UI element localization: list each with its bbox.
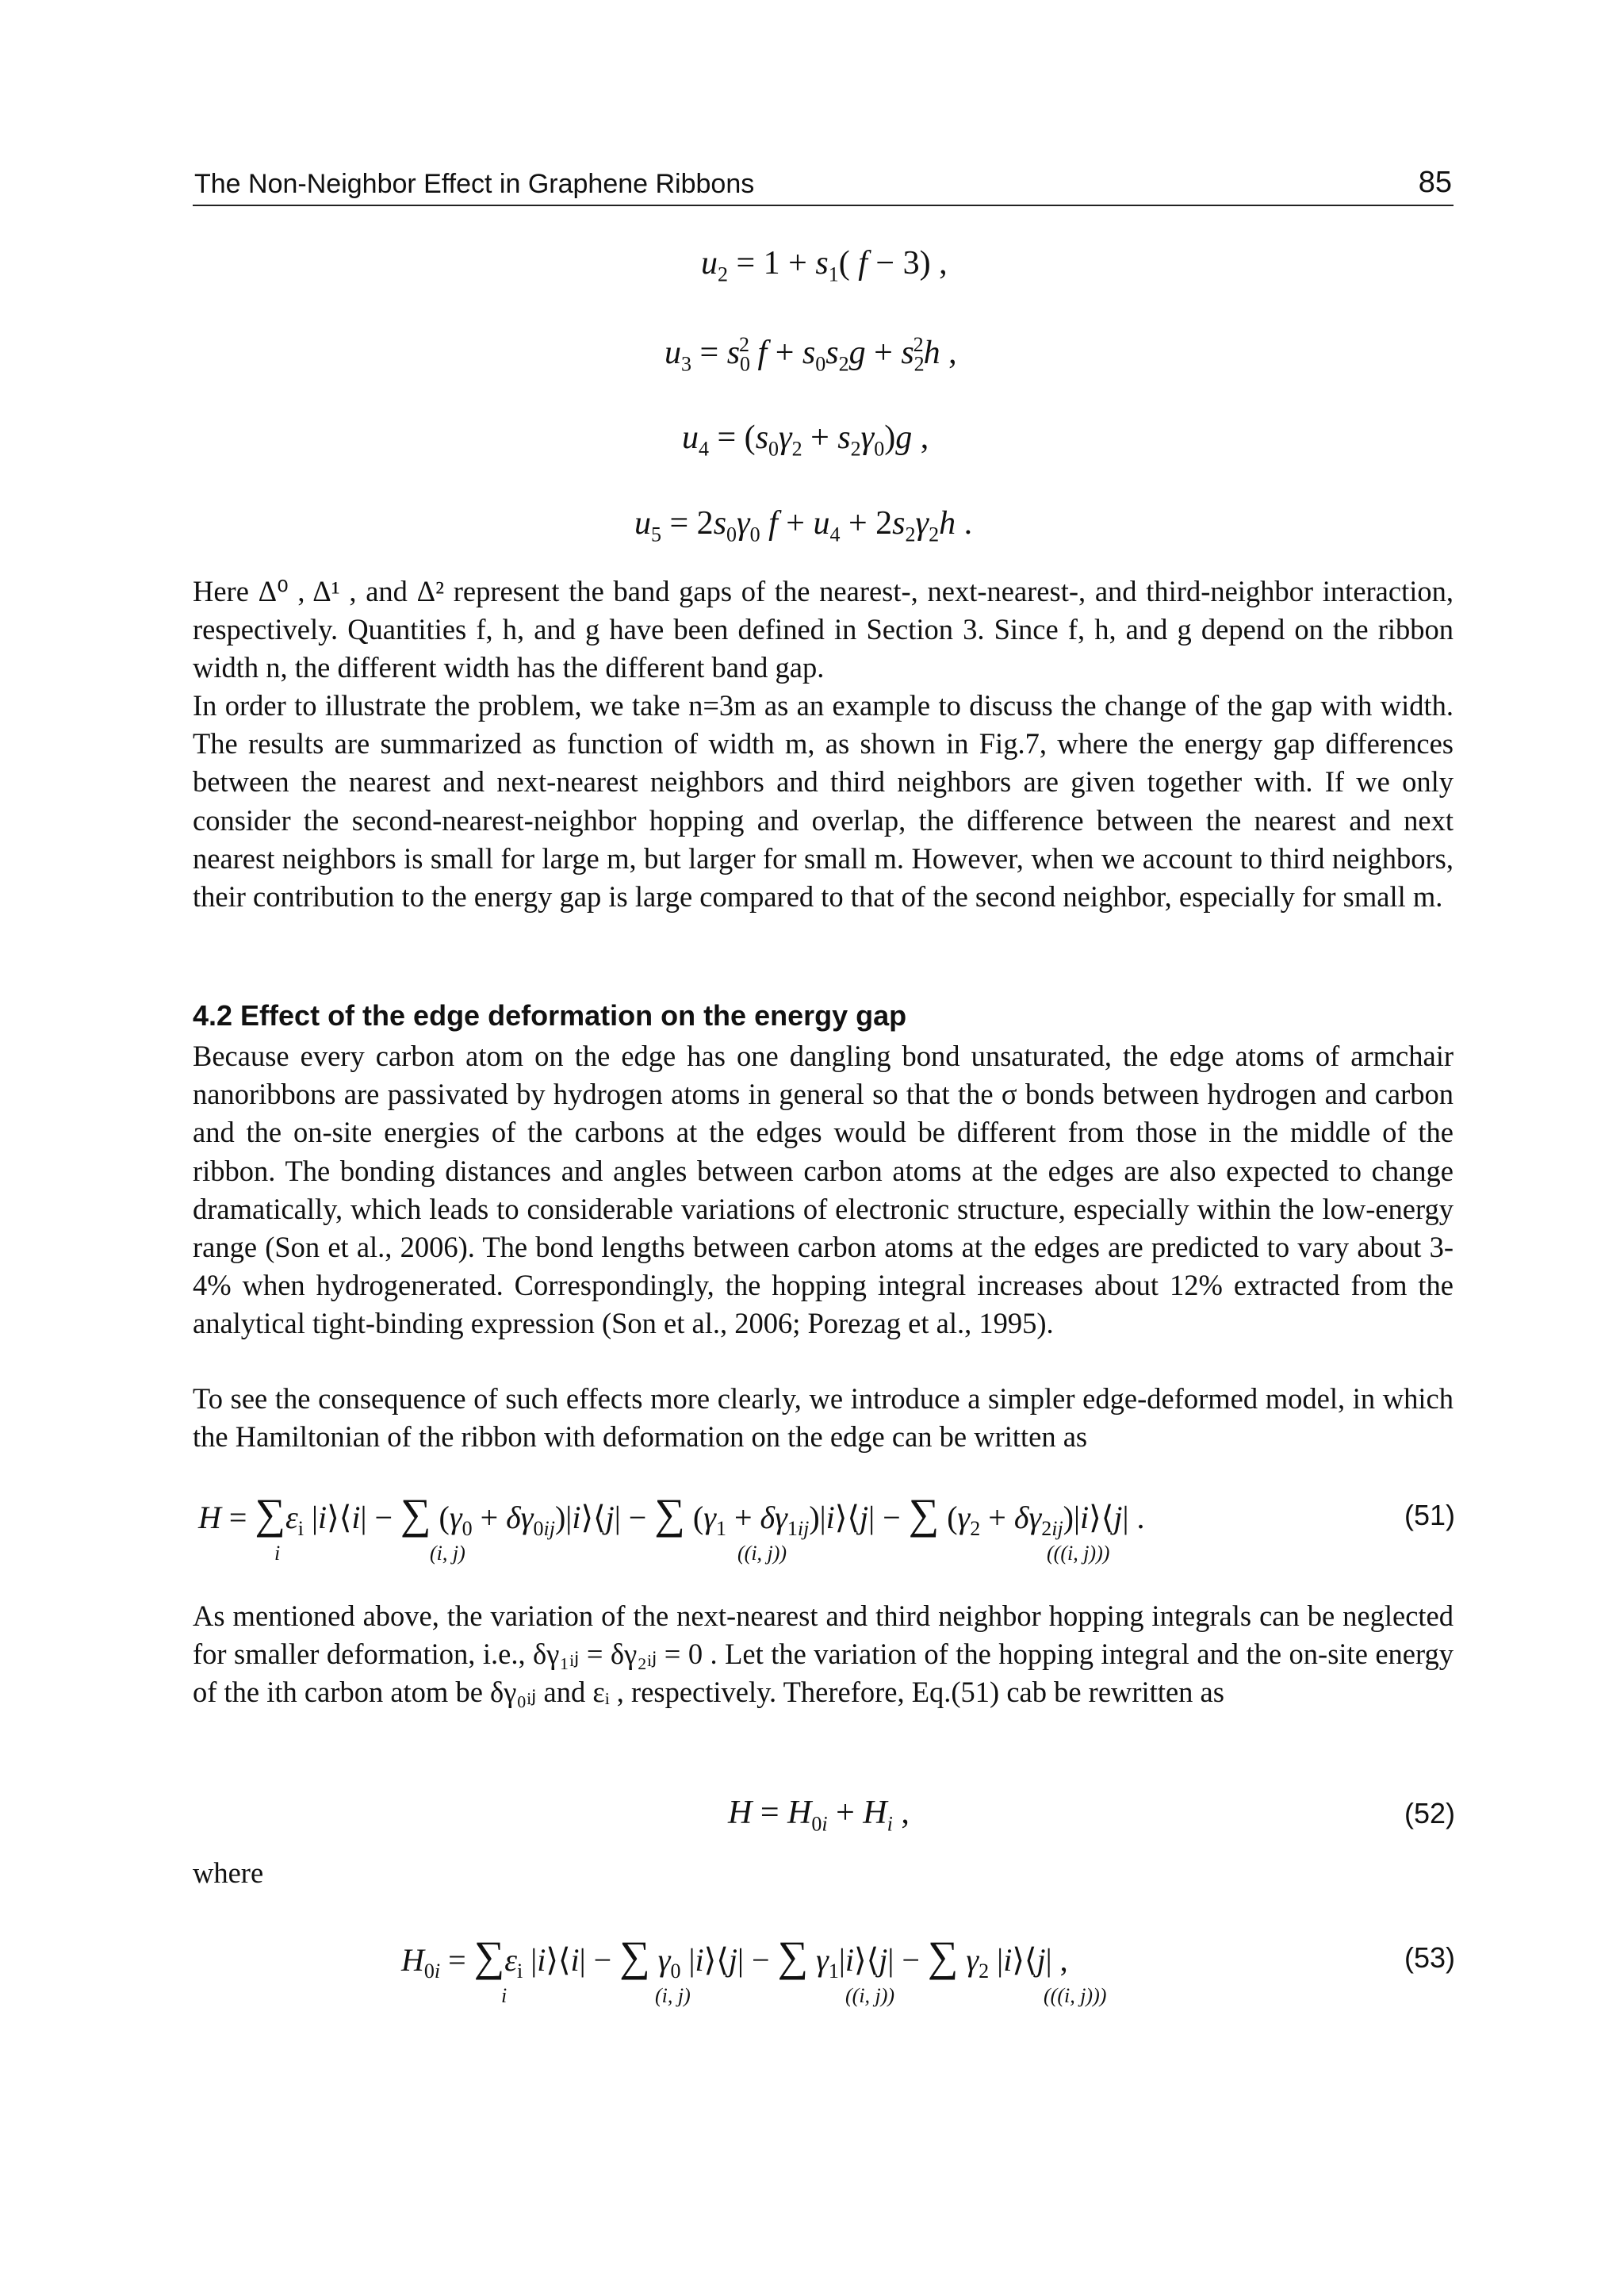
paragraph-edge-passivation: Because every carbon atom on the edge has one dangling bond unsaturated, the edge atoms of armchair nanoribbons are passivated by hydrogen atoms in general so that the σ bonds between hydrogen and carbon and the on-site energies of the carbons at the edges would be different from those in the middle of the ribbon. The bonding distances and angles between carbon atoms at the edges are also expected to change dramatically, which leads to considerable variations of electronic structure, especially within the low-energy range (Son et al., 2006). The bond lengths between carbon atoms at the edges are predicted to vary about 3-4% when hydrogenerated. Correspondingly, the hopping integral increases about 12% extracted from the analytical tight-binding expression (Son et al., 2006; Porezag et al., 1995). bbox=[193, 1040, 1454, 1340]
paragraph-edge-deformed-model: To see the consequence of such effects more clearly, we introduce a simpler edge-deformed model, in which the Hamiltonian of the ribbon with deformation on the edge can be written as bbox=[193, 1382, 1454, 1454]
page-number: 85 bbox=[1418, 166, 1452, 199]
equation-51-sum-index-ij: (i, j) bbox=[430, 1542, 465, 1565]
paragraph-width-example: In order to illustrate the problem, we take n=3m as an example to discuss the change of the gap with width. The results are summarized as function of width m, as shown in Fig.7, where the energy gap differences between the nearest and next-nearest neighbors and third neighbors are given together with. If we only consider the second-nearest-neighbor hopping and overlap, the difference between the nearest and next nearest neighbors is small for large m, but larger for small m. However, when we account to third neighbors, their contribution to the energy gap is large compared to that of the second neighbor, especially for small m. bbox=[193, 689, 1454, 914]
equation-53-body: $H_{0i} = \sum\varepsilon_i$ |i⟩⟨i| − ∑ $\gamma_0$ |i⟩⟨j| − ∑ $\gamma_1|i⟩⟨j|$ − ∑ $\gamma_2$ |i⟩⟨j| , bbox=[401, 1933, 1068, 1983]
equation-53-sum-index-ij2: ((i, j)) bbox=[845, 1984, 895, 2007]
equation-51-number: (51) bbox=[1404, 1499, 1455, 1531]
equation-52-number: (52) bbox=[1404, 1797, 1455, 1829]
equation-53-number: (53) bbox=[1404, 1941, 1455, 1974]
running-header bbox=[193, 163, 1454, 206]
equation-u2: $u_2 = 1 + s_1$( f − 3) , bbox=[701, 245, 948, 286]
running-title: The Non-Neighbor Effect in Graphene Ribbons bbox=[194, 169, 755, 199]
equation-u5: $u_5 = 2s_0\gamma_0$ $f + u_4 + 2s_2\gamma_2h$ . bbox=[634, 505, 973, 546]
equation-u4: $u_4 = (s_0\gamma_2 + s_2\gamma_0)g$ , bbox=[682, 420, 929, 461]
section-heading: 4.2 Effect of the edge deformation on the energy gap bbox=[193, 999, 907, 1032]
equation-51-sum-index-ij3: (((i, j))) bbox=[1047, 1542, 1110, 1565]
paragraph-band-gaps: Here Δ⁰ , Δ¹ , and Δ² represent the band gaps of the nearest-, next-nearest-, and third-neighbor interaction, respectively. Quantities f, h, and g have been defined in Section 3. Since f, h, and g depend on the ribbon width n, the different width has the different band gap. bbox=[193, 575, 1454, 684]
equation-u3: $u_3 = s_0^2$ $f + s_0s_2g + s_2^2h$ , bbox=[665, 333, 957, 376]
equation-53-sum-index-i: i bbox=[501, 1984, 508, 2007]
equation-53-sum-index-ij: (i, j) bbox=[655, 1984, 691, 2007]
equation-51-sum-index-ij2: ((i, j)) bbox=[737, 1542, 787, 1565]
paragraph-variation: As mentioned above, the variation of the next-nearest and third neighbor hopping integrals can be neglected for smaller deformation, i.e., δγ₁ᵢⱼ = δγ₂ᵢⱼ = 0 . Let the variation of the hopping integral and the on-site energy of the ith carbon atom be δγ₀ᵢⱼ and εᵢ , respectively. Therefore, Eq.(51) cab be rewritten as bbox=[193, 1599, 1454, 1709]
equation-53-sum-index-ij3: (((i, j))) bbox=[1044, 1984, 1107, 2007]
equation-52-body: $H = H_{0i} + H_i$ , bbox=[728, 1795, 910, 1836]
equation-51-body: $H = \sum\varepsilon_i$ |i⟩⟨i| − ∑ ($\gamma_0$ + $\delta\gamma_{0ij})|i⟩⟨j|$ − ∑ ($\gamma_1$ + $\delta\gamma_{1ij})|i⟩⟨j|$ − ∑ ($\gamma_2$ + $\delta\gamma_{2ij})|i⟩⟨j|$ . bbox=[198, 1490, 1145, 1540]
paragraph-where: where bbox=[193, 1856, 264, 1889]
equation-51-sum-index-i: i bbox=[274, 1542, 281, 1565]
